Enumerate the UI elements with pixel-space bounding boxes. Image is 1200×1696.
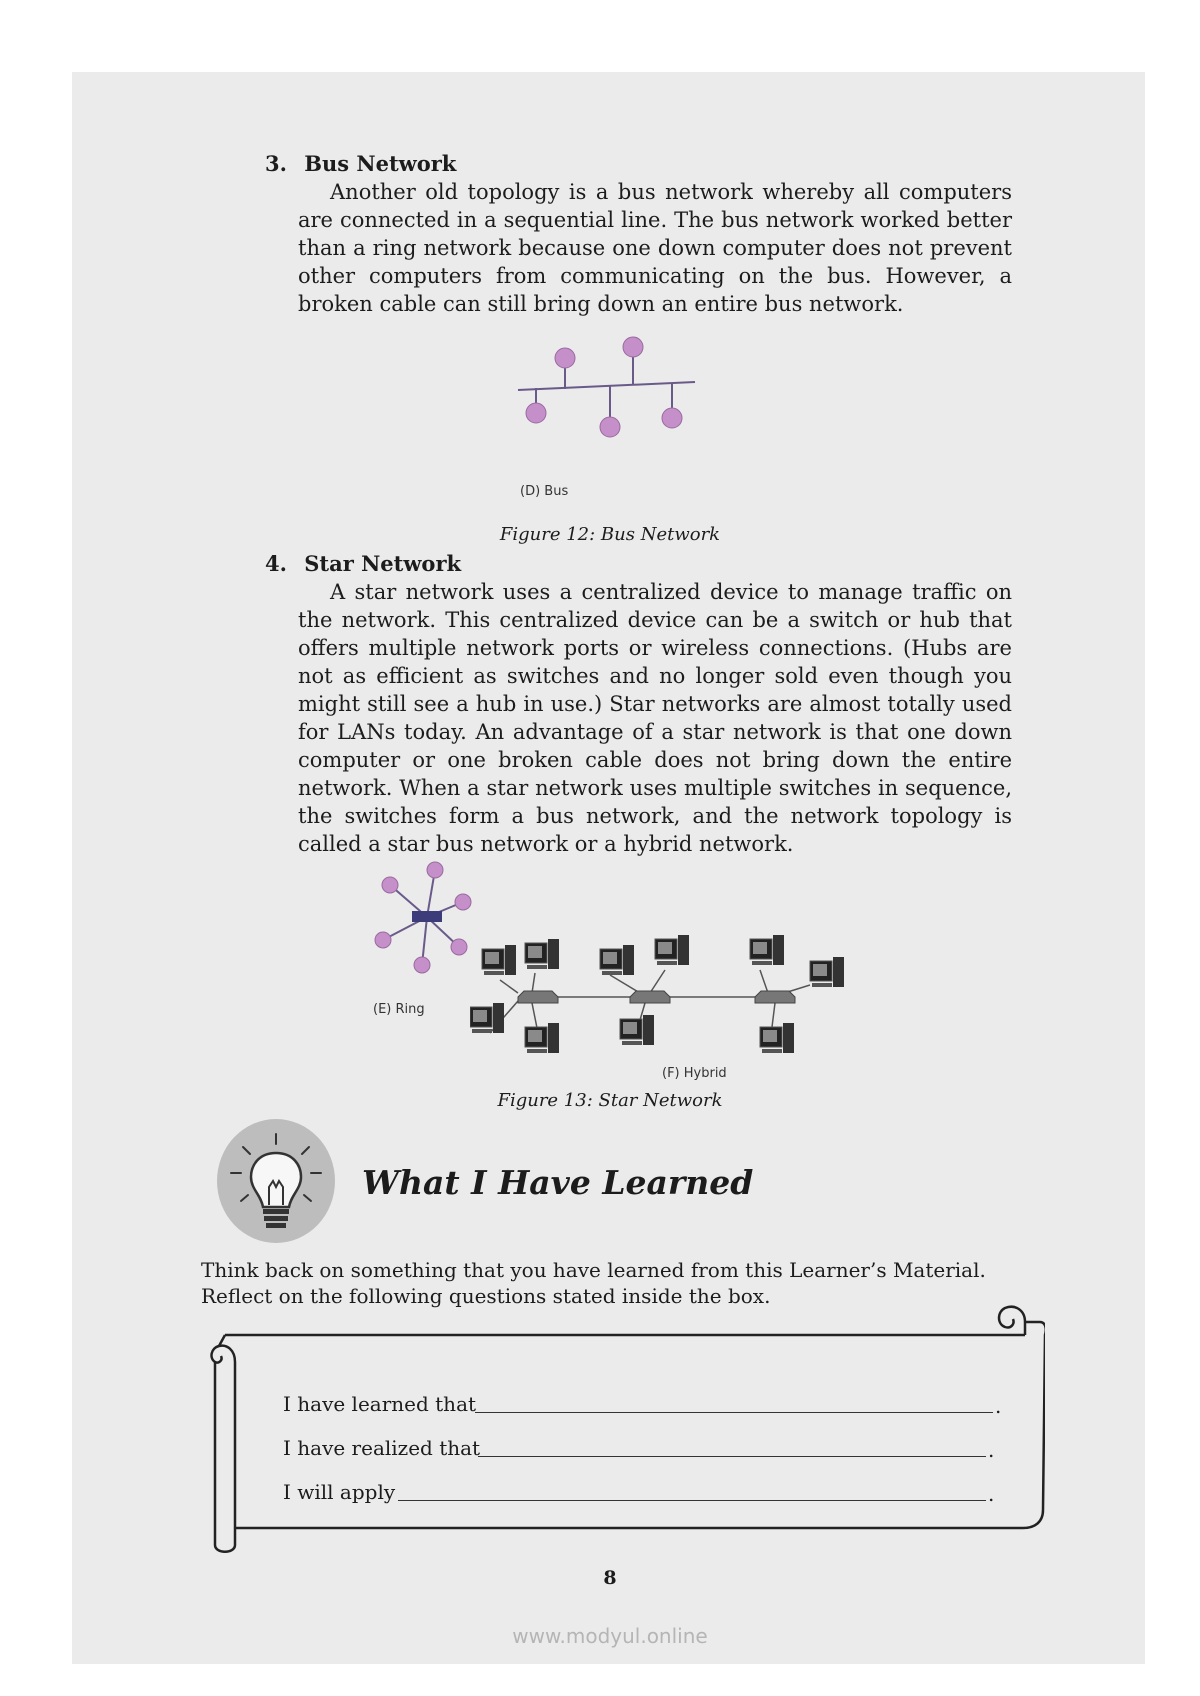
star-section-title: Star Network	[304, 551, 462, 576]
learned-answer-line[interactable]	[475, 1412, 993, 1413]
prompt-realized-row	[283, 1436, 480, 1460]
hybrid-switch-icon	[630, 991, 670, 1003]
star-ring-diagram	[365, 860, 480, 985]
star-network-heading	[265, 551, 461, 576]
computer-icon	[810, 957, 844, 987]
bus-node	[662, 408, 682, 428]
star-node	[455, 894, 471, 910]
realized-line-period: .	[988, 1438, 995, 1462]
apply-answer-line[interactable]	[398, 1500, 986, 1501]
scroll-box	[205, 1300, 1045, 1560]
bus-section-title: Bus Network	[304, 151, 457, 176]
computer-icon	[600, 945, 634, 975]
figure-12-caption: Figure 12: Bus Network	[499, 524, 721, 545]
apply-line-period: .	[988, 1482, 995, 1506]
computer-icon	[750, 935, 784, 965]
learned-line-period: .	[995, 1394, 1002, 1418]
footer-url: www.modyul.online	[512, 1624, 708, 1648]
bus-section-number: 3.	[265, 151, 287, 176]
star-node	[451, 939, 467, 955]
prompt-learned-row	[283, 1392, 476, 1416]
computer-icon	[655, 935, 689, 965]
computer-icon	[525, 1023, 559, 1053]
reflection-instructions: Think back on something that you have learned from this Learner’s Material. Reflect on the following questions stated inside the box.	[201, 1258, 986, 1308]
bus-node	[526, 403, 546, 423]
bus-node	[555, 348, 575, 368]
star-node	[382, 877, 398, 893]
hybrid-switch-icon	[518, 991, 558, 1003]
bus-network-heading	[265, 151, 456, 176]
ring-diagram-label: (E) Ring	[373, 1002, 425, 1017]
prompt-apply-row	[283, 1480, 395, 1504]
bus-diagram-label: (D) Bus	[520, 484, 569, 499]
bus-diagram	[500, 325, 710, 455]
prompt-realized-label: I have realized that	[283, 1436, 481, 1460]
computer-icon	[525, 939, 559, 969]
computer-icon	[760, 1023, 794, 1053]
bus-node	[600, 417, 620, 437]
lightbulb-icon	[215, 1117, 337, 1245]
star-node	[427, 862, 443, 878]
star-node	[414, 957, 430, 973]
realized-answer-line[interactable]	[478, 1456, 986, 1457]
prompt-learned-label: I have learned that	[283, 1392, 477, 1416]
star-network-paragraph: A star network uses a centralized device to manage traffic on the network. This centralized device can be a switch or hub that offers multiple network ports or wireless connections. (Hubs are not as efficient as switches and no longer sold even though you might still see a hub in use.) Star networks are almost totally used for LANs today. An advantage of a star network is that one down computer or one broken cable does not bring down the entire network. When a star network uses multiple switches in sequence, the switches form a bus network, and the network topology is called a star bus network or a hybrid network.	[298, 580, 1012, 856]
computer-icon	[470, 1003, 504, 1033]
hybrid-switch-icon	[755, 991, 795, 1003]
figure-13-caption: Figure 13: Star Network	[497, 1090, 723, 1111]
switch-icon	[412, 911, 442, 922]
star-section-number: 4.	[265, 551, 287, 576]
bus-network-paragraph: Another old topology is a bus network whereby all computers are connected in a sequential line. The bus network worked better than a ring network because one down computer does not prevent other computers from communicating on the bus. However, a broken cable can still bring down an entire bus network.	[298, 180, 1012, 316]
what-i-have-learned-title: What I Have Learned	[362, 1163, 754, 1202]
hybrid-diagram	[470, 925, 855, 1070]
computer-icon	[482, 945, 516, 975]
hybrid-diagram-label: (F) Hybrid	[662, 1066, 727, 1081]
page-number: 8	[603, 1567, 617, 1589]
computer-icon	[620, 1015, 654, 1045]
prompt-apply-label: I will apply	[283, 1480, 396, 1504]
bus-node	[623, 337, 643, 357]
star-node	[375, 932, 391, 948]
